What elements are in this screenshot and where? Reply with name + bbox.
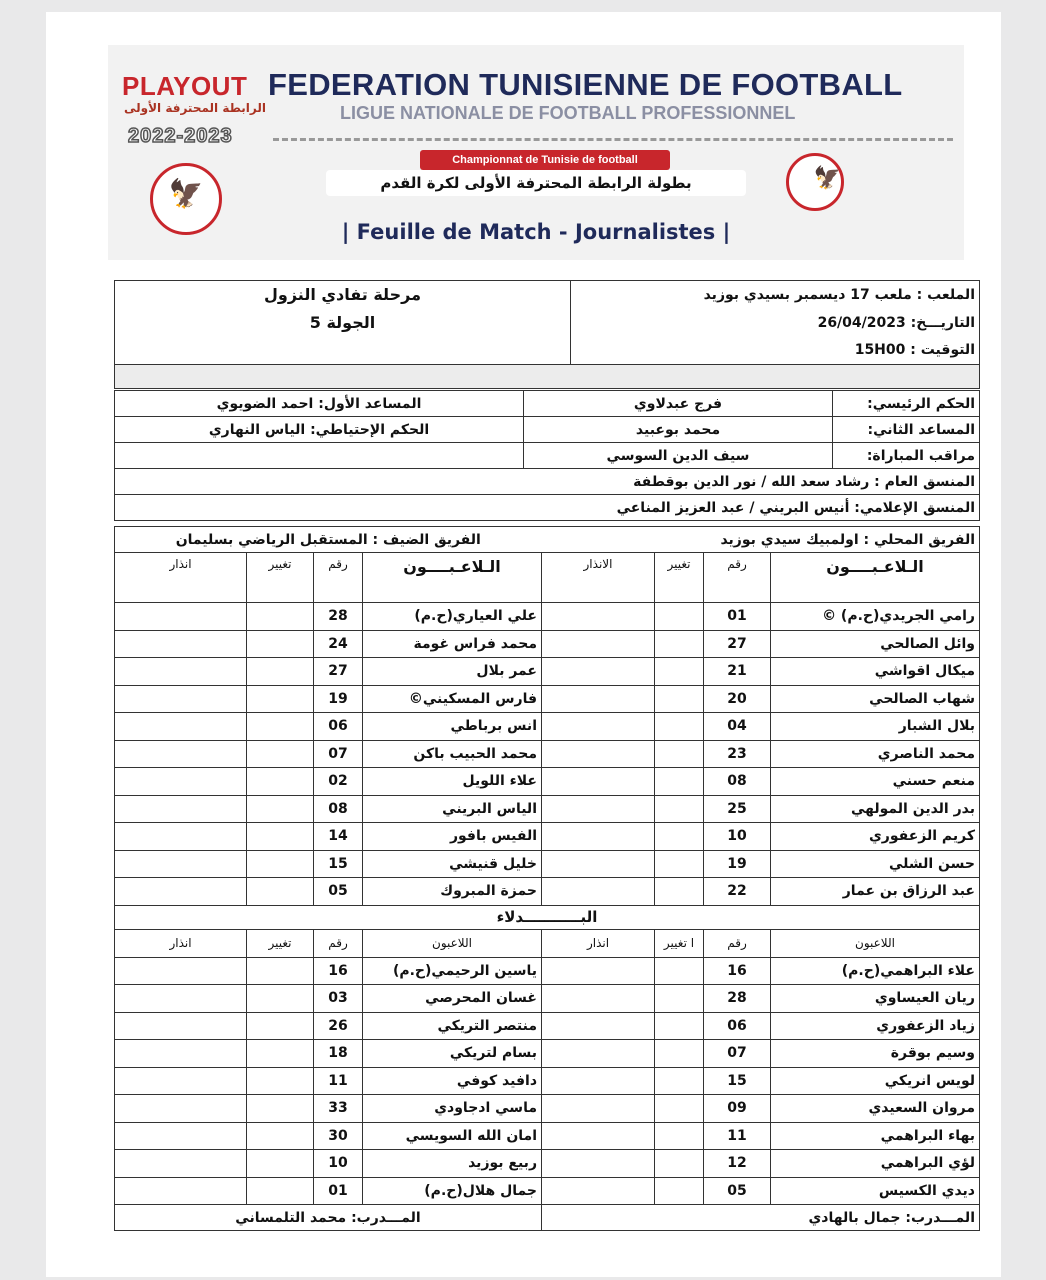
home-player-warning — [542, 603, 655, 631]
starters-table — [114, 526, 980, 1231]
phase: مرحلة تفادي النزول — [115, 281, 571, 309]
home-subs-players-header: اللاعبون — [771, 929, 980, 957]
home-player-number: 27 — [704, 630, 771, 658]
home-player-name: لؤي البراهمي — [771, 1150, 980, 1178]
table-row — [115, 957, 980, 985]
home-player-number: 11 — [704, 1122, 771, 1150]
away-player-warning — [115, 658, 247, 686]
table-row — [115, 603, 980, 631]
home-player-change — [655, 985, 704, 1013]
away-num-header: رقم — [314, 553, 363, 603]
home-player-name: بلال الشبار — [771, 713, 980, 741]
home-player-warning — [542, 985, 655, 1013]
away-player-name: الياس البريني — [363, 795, 542, 823]
away-player-change — [247, 1095, 314, 1123]
away-player-change — [247, 1067, 314, 1095]
away-player-name: محمد الحبيب باكن — [363, 740, 542, 768]
table-row — [115, 850, 980, 878]
home-player-name: وسيم بوقرة — [771, 1040, 980, 1068]
home-team: الفريق المحلي : اولمبيك سيدي بوزيد — [542, 527, 980, 553]
away-player-warning — [115, 795, 247, 823]
away-player-name: منتصر التريكي — [363, 1012, 542, 1040]
away-player-number: 14 — [314, 823, 363, 851]
home-player-name: مروان السعيدي — [771, 1095, 980, 1123]
home-player-warning — [542, 1150, 655, 1178]
general-coordinator: المنسق العام : رشاد سعد الله / نور الدين بوقطفة — [115, 469, 980, 495]
away-warn-header: انذار — [115, 553, 247, 603]
away-player-number: 24 — [314, 630, 363, 658]
match-time: التوقيت : 15H00 — [571, 337, 980, 365]
home-player-number: 22 — [704, 878, 771, 906]
away-player-change — [247, 658, 314, 686]
away-player-name: علاء اللويل — [363, 768, 542, 796]
home-player-change — [655, 850, 704, 878]
home-player-warning — [542, 1012, 655, 1040]
away-player-change — [247, 850, 314, 878]
home-player-number: 04 — [704, 713, 771, 741]
home-subs-change-header: ا تغيير — [655, 929, 704, 957]
away-coach: المـــدرب: محمد التلمساني — [115, 1205, 542, 1231]
away-player-warning — [115, 685, 247, 713]
table-row — [115, 878, 980, 906]
away-player-change — [247, 1177, 314, 1205]
federation-emblem-icon: 🦅 — [150, 163, 222, 235]
officials-table — [114, 390, 980, 521]
away-player-change — [247, 1122, 314, 1150]
home-player-warning — [542, 1122, 655, 1150]
spacer-row — [115, 365, 980, 389]
home-player-name: محمد الناصري — [771, 740, 980, 768]
away-player-name: ماسي ادجاودي — [363, 1095, 542, 1123]
home-subs-warn-header: انذار — [542, 929, 655, 957]
home-player-change — [655, 603, 704, 631]
home-player-change — [655, 823, 704, 851]
home-player-number: 01 — [704, 603, 771, 631]
home-player-name: حسن الشلي — [771, 850, 980, 878]
away-player-warning — [115, 603, 247, 631]
away-player-number: 11 — [314, 1067, 363, 1095]
away-player-name: جمال هلال(ح.م) — [363, 1177, 542, 1205]
home-player-number: 05 — [704, 1177, 771, 1205]
home-player-warning — [542, 1177, 655, 1205]
home-change-header: تغيير — [655, 553, 704, 603]
away-player-number: 10 — [314, 1150, 363, 1178]
away-player-change — [247, 1040, 314, 1068]
table-row — [115, 1122, 980, 1150]
away-player-warning — [115, 1067, 247, 1095]
away-player-warning — [115, 1122, 247, 1150]
home-player-name: ميكال اقواشي — [771, 658, 980, 686]
away-subs-players-header: اللاعبون — [363, 929, 542, 957]
home-player-change — [655, 1122, 704, 1150]
table-row — [115, 1150, 980, 1178]
championnat-arabic: بطولة الرابطة المحترفة الأولى لكرة القدم — [326, 170, 746, 196]
home-num-header: رقم — [704, 553, 771, 603]
home-player-warning — [542, 795, 655, 823]
header-banner — [108, 45, 964, 260]
home-players-header: الـلاعـبــــون — [771, 553, 980, 603]
home-player-name: شهاب الصالحي — [771, 685, 980, 713]
home-player-number: 10 — [704, 823, 771, 851]
away-player-warning — [115, 1150, 247, 1178]
away-player-change — [247, 795, 314, 823]
table-row — [115, 768, 980, 796]
away-player-number: 16 — [314, 957, 363, 985]
away-player-number: 05 — [314, 878, 363, 906]
table-row — [115, 630, 980, 658]
home-player-number: 06 — [704, 1012, 771, 1040]
home-player-change — [655, 1040, 704, 1068]
away-player-warning — [115, 1095, 247, 1123]
observer-label: مراقب المباراة: — [833, 443, 980, 469]
away-player-name: بسام لتريكي — [363, 1040, 542, 1068]
away-player-number: 07 — [314, 740, 363, 768]
away-player-warning — [115, 1012, 247, 1040]
home-player-number: 28 — [704, 985, 771, 1013]
table-row — [115, 1095, 980, 1123]
stadium: الملعب : ملعب 17 ديسمبر بسيدي بوزيد — [571, 281, 980, 309]
away-player-number: 01 — [314, 1177, 363, 1205]
home-player-change — [655, 1150, 704, 1178]
home-player-name: وائل الصالحي — [771, 630, 980, 658]
away-player-name: ربيع بوزيد — [363, 1150, 542, 1178]
home-player-change — [655, 957, 704, 985]
away-player-number: 27 — [314, 658, 363, 686]
league-emblem-icon: 🦅 — [786, 153, 844, 211]
away-player-warning — [115, 850, 247, 878]
divider — [273, 138, 953, 141]
home-player-name: علاء البراهمي(ح.م) — [771, 957, 980, 985]
away-player-warning — [115, 1177, 247, 1205]
away-player-warning — [115, 1040, 247, 1068]
away-player-number: 18 — [314, 1040, 363, 1068]
away-player-warning — [115, 740, 247, 768]
home-player-change — [655, 658, 704, 686]
home-player-number: 21 — [704, 658, 771, 686]
away-player-name: خليل قنيشي — [363, 850, 542, 878]
home-player-number: 08 — [704, 768, 771, 796]
table-row — [115, 985, 980, 1013]
away-players-header: الـلاعـبــــون — [363, 553, 542, 603]
away-player-change — [247, 768, 314, 796]
away-player-change — [247, 1012, 314, 1040]
away-team: الفريق الضيف : المستقبل الرياضي بسليمان — [115, 527, 542, 553]
home-player-change — [655, 795, 704, 823]
media-coordinator: المنسق الإعلامي: أنيس البريني / عبد العزيز المناعي — [115, 495, 980, 521]
away-player-warning — [115, 957, 247, 985]
home-coach: المـــدرب: جمال بالهادي — [542, 1205, 980, 1231]
home-player-warning — [542, 1067, 655, 1095]
away-player-warning — [115, 630, 247, 658]
away-player-change — [247, 985, 314, 1013]
table-row — [115, 1012, 980, 1040]
ligue-title: LIGUE NATIONALE DE FOOTBALL PROFESSIONNEL — [340, 103, 796, 123]
home-player-name: بدر الدين المولهي — [771, 795, 980, 823]
assistant-2-label: المساعد الثاني: — [833, 417, 980, 443]
away-player-change — [247, 1150, 314, 1178]
playout-logo: PLAYOUT — [122, 71, 248, 101]
away-subs-warn-header: انذار — [115, 929, 247, 957]
match-date: التاريـــخ: 26/04/2023 — [571, 309, 980, 337]
assistant-1: المساعد الأول: احمد الضويوي — [115, 391, 524, 417]
home-player-warning — [542, 1095, 655, 1123]
table-row — [115, 658, 980, 686]
home-player-warning — [542, 850, 655, 878]
away-player-name: حمزة المبروك — [363, 878, 542, 906]
away-player-warning — [115, 878, 247, 906]
home-player-warning — [542, 630, 655, 658]
away-subs-num-header: رقم — [314, 929, 363, 957]
home-player-number: 15 — [704, 1067, 771, 1095]
away-player-name: عمر بلال — [363, 658, 542, 686]
home-player-name: كريم الزعفوري — [771, 823, 980, 851]
home-player-name: لويس انريكي — [771, 1067, 980, 1095]
assistant-2-name: محمد بوعبيد — [524, 417, 833, 443]
home-player-name: منعم حسني — [771, 768, 980, 796]
referee-name: فرج عبدلاوي — [524, 391, 833, 417]
home-player-change — [655, 1095, 704, 1123]
home-player-name: ريان العيساوي — [771, 985, 980, 1013]
away-player-name: ياسين الرحيمي(ح.م) — [363, 957, 542, 985]
away-player-number: 02 — [314, 768, 363, 796]
home-player-warning — [542, 957, 655, 985]
home-player-name: عبد الرزاق بن عمار — [771, 878, 980, 906]
home-player-number: 23 — [704, 740, 771, 768]
home-player-warning — [542, 768, 655, 796]
away-player-change — [247, 878, 314, 906]
subs-title: البـــــــــــدلاء — [115, 905, 980, 929]
away-change-header: تغيير — [247, 553, 314, 603]
away-player-change — [247, 685, 314, 713]
round: الجولة 5 — [115, 309, 571, 337]
home-player-warning — [542, 823, 655, 851]
federation-title: FEDERATION TUNISIENNE DE FOOTBALL — [268, 67, 903, 102]
away-player-warning — [115, 713, 247, 741]
home-player-change — [655, 878, 704, 906]
away-player-change — [247, 740, 314, 768]
away-player-number: 06 — [314, 713, 363, 741]
match-info-table — [114, 280, 980, 389]
home-player-change — [655, 1177, 704, 1205]
away-player-number: 26 — [314, 1012, 363, 1040]
away-player-warning — [115, 985, 247, 1013]
home-player-warning — [542, 658, 655, 686]
home-player-change — [655, 713, 704, 741]
away-player-warning — [115, 768, 247, 796]
away-player-number: 30 — [314, 1122, 363, 1150]
table-row — [115, 1040, 980, 1068]
home-player-name: ديدي الكسيس — [771, 1177, 980, 1205]
home-player-change — [655, 630, 704, 658]
table-row — [115, 1177, 980, 1205]
away-player-name: الفيس بافور — [363, 823, 542, 851]
table-row — [115, 713, 980, 741]
home-player-warning — [542, 685, 655, 713]
home-player-change — [655, 740, 704, 768]
home-player-number: 19 — [704, 850, 771, 878]
table-row — [115, 740, 980, 768]
championnat-label: Championnat de Tunisie de football — [420, 150, 670, 170]
home-player-change — [655, 1067, 704, 1095]
home-player-change — [655, 768, 704, 796]
away-player-name: فارس المسكيني© — [363, 685, 542, 713]
season-label: 2022-2023 — [128, 125, 233, 147]
away-player-warning — [115, 823, 247, 851]
home-player-warning — [542, 878, 655, 906]
away-player-number: 19 — [314, 685, 363, 713]
reserve-referee: الحكم الإحتياطي: الياس النهاري — [115, 417, 524, 443]
away-subs-change-header: تغيير — [247, 929, 314, 957]
feuille-title: | Feuille de Match - Journalistes | — [341, 220, 731, 244]
away-player-number: 28 — [314, 603, 363, 631]
home-player-number: 25 — [704, 795, 771, 823]
table-row — [115, 823, 980, 851]
away-player-change — [247, 630, 314, 658]
home-player-number: 09 — [704, 1095, 771, 1123]
away-player-name: محمد فراس غومة — [363, 630, 542, 658]
away-player-change — [247, 713, 314, 741]
referee-label: الحكم الرئيسي: — [833, 391, 980, 417]
away-player-number: 33 — [314, 1095, 363, 1123]
away-player-change — [247, 603, 314, 631]
home-warn-header: الانذار — [542, 553, 655, 603]
away-player-number: 03 — [314, 985, 363, 1013]
away-player-change — [247, 957, 314, 985]
away-player-number: 08 — [314, 795, 363, 823]
table-row — [115, 1067, 980, 1095]
away-player-name: غسان المحرصي — [363, 985, 542, 1013]
away-player-name: انس برباطي — [363, 713, 542, 741]
table-row — [115, 795, 980, 823]
home-player-name: رامي الجريدي(ح.م) © — [771, 603, 980, 631]
home-subs-num-header: رقم — [704, 929, 771, 957]
home-player-warning — [542, 1040, 655, 1068]
home-player-number: 12 — [704, 1150, 771, 1178]
home-player-number: 07 — [704, 1040, 771, 1068]
home-player-warning — [542, 740, 655, 768]
observer-name: سيف الدين السوسي — [524, 443, 833, 469]
away-player-name: علي العياري(ح.م) — [363, 603, 542, 631]
home-player-change — [655, 685, 704, 713]
away-player-name: دافيد كوفي — [363, 1067, 542, 1095]
away-player-number: 15 — [314, 850, 363, 878]
away-player-name: امان الله السويسي — [363, 1122, 542, 1150]
home-player-change — [655, 1012, 704, 1040]
playout-subtitle: الرابطة المحترفة الأولى — [124, 101, 266, 115]
home-player-name: زياد الزعفوري — [771, 1012, 980, 1040]
home-player-number: 20 — [704, 685, 771, 713]
table-row — [115, 685, 980, 713]
home-player-number: 16 — [704, 957, 771, 985]
home-player-name: بهاء البراهمي — [771, 1122, 980, 1150]
away-player-change — [247, 823, 314, 851]
home-player-warning — [542, 713, 655, 741]
